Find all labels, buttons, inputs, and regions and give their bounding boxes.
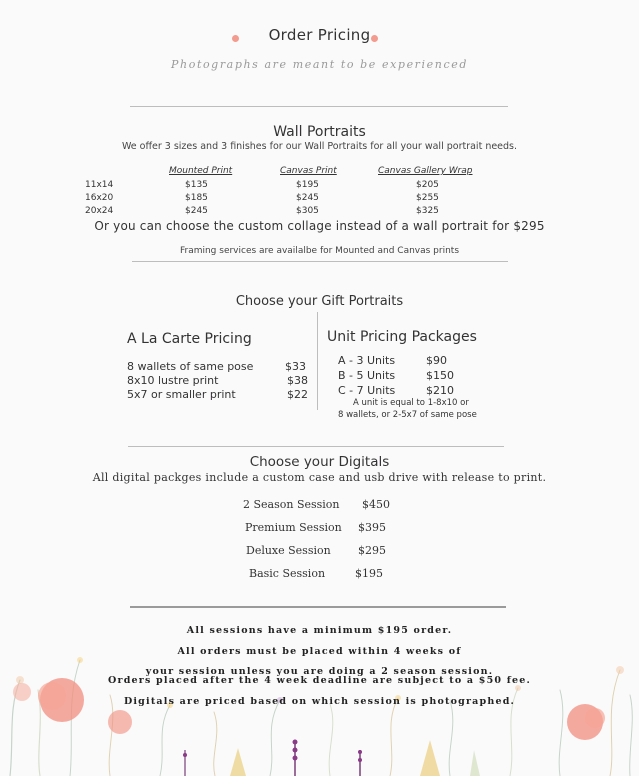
- col-mounted-print: Mounted Print: [169, 166, 233, 176]
- session-price: $395: [358, 521, 386, 534]
- session-name: 2 Season Session: [243, 498, 340, 511]
- divider: [130, 106, 508, 107]
- size-cell: 11x14: [85, 180, 114, 190]
- alacarte-heading: A La Carte Pricing: [127, 331, 252, 347]
- tagline: Photographs are meant to be experienced: [171, 58, 468, 71]
- price-cell: $245: [185, 206, 208, 216]
- item-price: $22: [287, 388, 308, 401]
- footer-note: Digitals are priced based on which session is photographed.: [123, 696, 516, 707]
- item-price: $210: [426, 384, 454, 397]
- size-cell: 20x24: [85, 206, 114, 216]
- item-label: 5x7 or smaller print: [127, 388, 236, 401]
- accent-dot-right: [371, 35, 378, 42]
- session-price: $195: [355, 567, 383, 580]
- item-label: B - 5 Units: [338, 369, 396, 382]
- price-cell: $305: [296, 206, 319, 216]
- digitals-intro: All digital packges include a custom case and usb drive with release to print.: [92, 471, 547, 484]
- price-cell: $255: [416, 193, 439, 203]
- footer-note: your session unless you are doing a 2 season session.: [145, 666, 494, 677]
- item-price: $150: [426, 369, 454, 382]
- item-label: C - 7 Units: [338, 384, 396, 397]
- footer-note: All sessions have a minimum $195 order.: [186, 625, 453, 636]
- vertical-divider: [317, 312, 318, 410]
- divider: [128, 446, 504, 447]
- price-cell: $325: [416, 206, 439, 216]
- item-label: A - 3 Units: [338, 354, 396, 367]
- collage-offer: Or you can choose the custom collage instead of a wall portrait for $295: [94, 219, 545, 233]
- price-cell: $185: [185, 193, 208, 203]
- session-price: $295: [358, 544, 386, 557]
- session-name: Premium Session: [245, 521, 342, 534]
- price-cell: $195: [296, 180, 319, 190]
- col-canvas-print: Canvas Print: [280, 166, 337, 176]
- size-cell: 16x20: [85, 193, 114, 203]
- item-label: 8x10 lustre print: [127, 374, 219, 387]
- footer-note: Orders placed after the 4 week deadline are subject to a $50 fee.: [108, 675, 531, 686]
- unit-pricing-heading: Unit Pricing Packages: [327, 329, 477, 345]
- session-name: Basic Session: [249, 567, 326, 580]
- unit-note: 8 wallets, or 2-5x7 of same pose: [338, 410, 477, 420]
- col-canvas-gallery-wrap: Canvas Gallery Wrap: [378, 166, 473, 176]
- gift-portraits-heading: Choose your Gift Portraits: [235, 294, 404, 309]
- footer-note: All orders must be placed within 4 weeks of: [177, 646, 462, 657]
- session-price: $450: [362, 498, 390, 511]
- item-price: $33: [285, 360, 306, 373]
- item-price: $90: [426, 354, 447, 367]
- price-cell: $205: [416, 180, 439, 190]
- wall-portraits-heading: Wall Portraits: [273, 124, 366, 140]
- footer-divider: [130, 606, 506, 608]
- session-name: Deluxe Session: [246, 544, 331, 557]
- digitals-heading: Choose your Digitals: [249, 454, 390, 470]
- unit-note: A unit is equal to 1-8x10 or: [353, 398, 469, 408]
- page-title: Order Pricing: [268, 26, 371, 44]
- framing-note: Framing services are availalbe for Mounted and Canvas prints: [179, 246, 460, 256]
- price-cell: $135: [185, 180, 208, 190]
- item-label: 8 wallets of same pose: [127, 360, 254, 373]
- divider: [132, 261, 508, 262]
- item-price: $38: [287, 374, 308, 387]
- wall-portraits-intro: We offer 3 sizes and 3 finishes for our Wall Portraits for all your wall portrait needs.: [121, 141, 518, 152]
- price-cell: $245: [296, 193, 319, 203]
